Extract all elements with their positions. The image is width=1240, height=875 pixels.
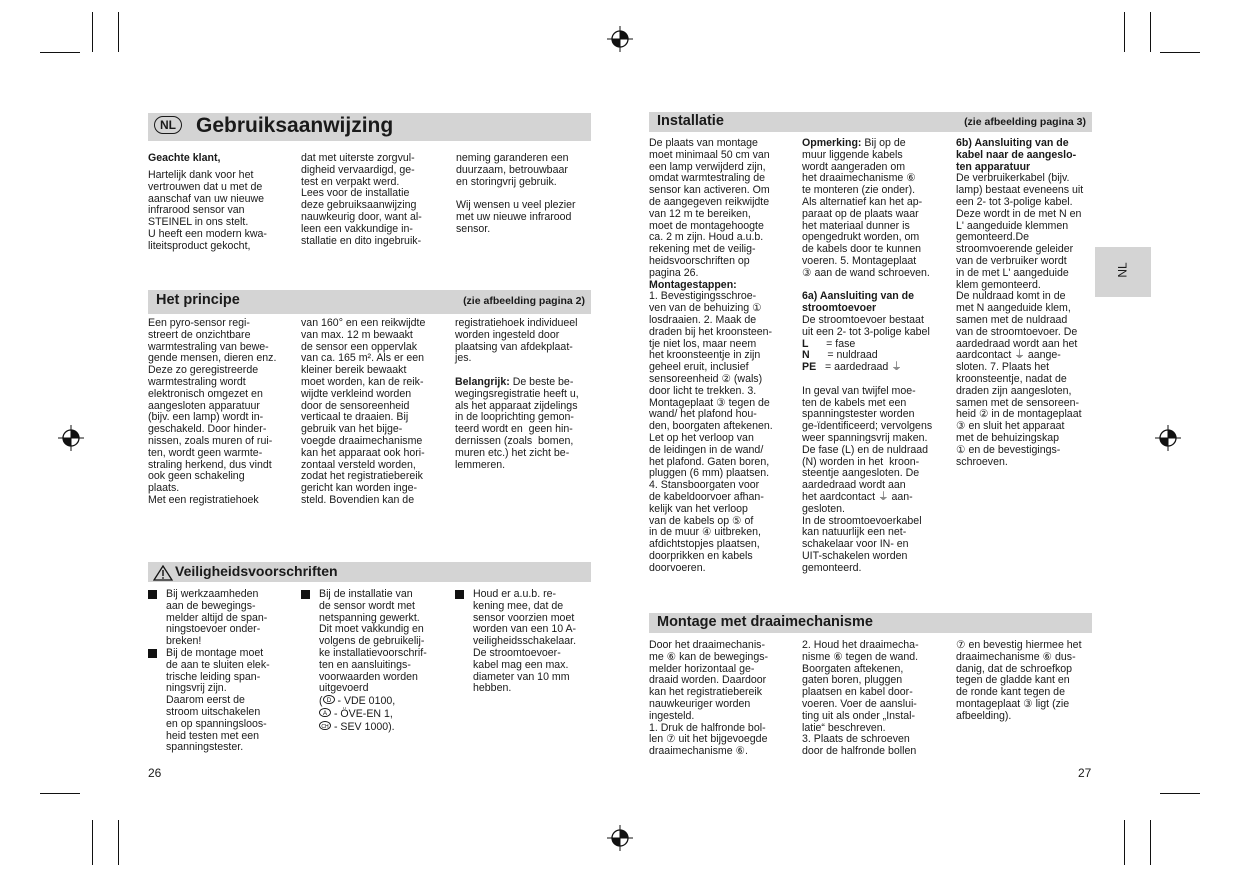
crop-mark	[1124, 820, 1125, 865]
crop-mark	[1124, 12, 1125, 52]
page-number-right: 27	[1078, 766, 1092, 780]
section-title-installatie: Installatie	[657, 113, 724, 129]
crop-mark	[1160, 793, 1200, 794]
crop-mark	[1150, 12, 1151, 52]
greeting: Geachte klant,	[148, 152, 221, 164]
intro-col-3: neming garanderen een duurzaam, betrouwbaar en storingvrij gebruik. Wij wensen u veel plezier met uw nieuwe infrarood sensor.	[456, 152, 576, 235]
main-header-bar	[148, 113, 591, 141]
figure-ref-installatie: (zie afbeelding pagina 3)	[964, 116, 1086, 128]
installatie-col-2: Opmerking: Bij op de muur liggende kabels wordt aangeraden om het draaimechanisme ⑥ te monteren (zie onder). Als alternatief kan het ap- paraat op de plaats waar het materiaal dunner is opengedrukt worden, om de kabels door te kunnen voeren. 5. Montageplaat ③ aan de wand schroeven. 6a) Aansluiting van de stroomtoevoer De stroomtoevoer bestaat uit een 2- tot 3-polige kabel L = fase N = nuldraad PE = aardedraad ⏚ In geval van twijfel moe- ten de kabels met een spanningstester worden ge-ïdentificeerd; vervolgens weer spanningsvrij maken. De fase (L) en de nuldraad (N) worden in het kroon- steentje aangesloten. De aardedraad wordt aan het aardcontact ⏚ aan- gesloten. In de stroomtoevoerkabel kan natuurlijk een net- schakelaar voor IN- en UIT-schakelen worden gemonteerd.	[802, 137, 933, 574]
principe-col-2: van 160° en een reikwijdte van max. 12 m bewaakt de sensor een oppervlak van ca. 165 m². Als er een kleiner bereik bewaakt moet worden, kan de reik- wijdte verkleind worden door de sensoreenheid verticaal te draaien. Bij gebruik van het bijge- voegde draaimechanisme kan het apparaat ook hori- zontaal versteld worden, zodat het registratiebereik gericht kan worden inge- steld. Bovendien kan de	[301, 317, 426, 506]
installatie-col-3: 6b) Aansluiting van de kabel naar de aangeslo- ten apparatuur De verbruikerkabel (bijv. lamp) bestaat eveneens uit een 2- tot 3-polige kabel. Deze wordt in de met N en L' aangeduide klemmen gemonteerd.De stroomvoerende geleider van de verbruiker wordt in de met L' aangeduide klem gemonteerd. De nuldraad komt in de met N aangeduide klem, samen met de nuldraad van de stroomtoevoer. De aardedraad wordt aan het aardcontact ⏚ aange- sloten. 7. Plaats het kroonsteentje, nadat de draden zijn aangesloten, samen met de sensoreen- heid ② in de montageplaat ③ en sluit het apparaat met de behuizingskap ① en de bevestigings- schroeven.	[956, 137, 1084, 468]
page-title: Gebruiksaanwijzing	[196, 114, 394, 137]
installatie-col-1: De plaats van montage moet minimaal 50 cm van een lamp verwijderd zijn, omdat warmtestraling de sensor kan activeren. Om de aangegeven reikwijdte van 12 m te bereiken, moet de montagehoogte ca. 2 m zijn. Houd a.u.b. rekening met de veilig- heidsvoorschriften op pagina 26. Montagestappen: 1. Bevestigingsschroe- ven van de behuizing ① losdraaien. 2. Maak de draden bij het kroonsteen- tje niet los, maar neem het kroonsteentje in zijn geheel eruit, inclusief sensoreenheid ② (wals) door licht te trekken. 3. Montageplaat ③ tegen de wand/ het plafond hou- den, boorgaten aftekenen. Let op het verloop van de leidingen in de wand/ het plafond. Gaten boren, pluggen (6 mm) plaatsen. 4. Stansboorgaten voor de kabeldoorvoer afhan- kelijk van het verloop van de kabels op ⑤ of in de muur ④ uitbreken, afdichtstopjes plaatsen, doorprikken en kabels doorvoeren.	[649, 137, 773, 574]
bullet-square-icon	[148, 590, 157, 599]
page-number-left: 26	[148, 766, 162, 780]
crop-mark	[92, 820, 93, 865]
country-mark-a-icon	[319, 708, 331, 717]
bullet-square-icon	[148, 649, 157, 658]
crop-mark	[92, 12, 93, 52]
safety-item: Houd er a.u.b. re- kening mee, dat de sensor voorzien moet worden van een 10 A- veiligheidsschakelaar. De stroomtoevoer- kabel mag een max. diameter van 10 mm hebben.	[455, 589, 576, 695]
safety-col-1	[148, 589, 270, 754]
bullet-square-icon	[301, 590, 310, 599]
montage-col-3: ⑦ en bevestig hiermee het draaimechanisme ⑥ dus- danig, dat de schroefkop tegen de gladde kant en de ronde kant tegen de montageplaat ③ ligt (zie afbeelding).	[956, 639, 1082, 722]
crop-mark	[40, 793, 80, 794]
svg-text:D: D	[326, 698, 331, 705]
language-badge: NL	[154, 116, 190, 137]
intro-col-1: Hartelijk dank voor het vertrouwen dat u met de aanschaf van uw nieuwe infrarood sensor van STEINEL in ons stelt. U heeft een modern kwa- liteitsproduct gekocht,	[148, 169, 267, 252]
safety-item: Bij de installatie van de sensor wordt met netspanning gewerkt. Dit moet vakkundig en volgens de gebruikelij- ke installatievoorschrif- ten en aansluitings- voorwaarden worden uitgevoerd ( D - VDE 0100, A - ÖVE-EN 1, CH - SEV 1000).	[301, 589, 427, 734]
figure-ref-principe: (zie afbeelding pagina 2)	[463, 295, 585, 307]
registration-mark-icon	[607, 26, 633, 52]
montage-col-2: 2. Houd het draaimecha- nisme ⑥ tegen de wand. Boorgaten aftekenen, gaten boren, pluggen plaatsen en kabel door- voeren. Voer de aanslui- ting uit als onder „Instal- latie“ beschreven. 3. Plaats de schroeven door de halfronde bollen	[802, 639, 919, 758]
crop-mark	[1150, 820, 1151, 865]
country-mark-ch-icon	[319, 721, 331, 730]
section-title-veiligheid: Veiligheidsvoorschriften	[175, 563, 338, 579]
section-bar-principe	[148, 290, 591, 314]
registration-mark-icon	[607, 825, 633, 851]
country-mark-d-icon	[323, 695, 335, 704]
safety-item: Bij de montage moet de aan te sluiten elek- trische leiding span- ningsvrij zijn. Daarom eerst de stroom uitschakelen en op spanningsloos- heid testen met een spanningstester.	[148, 648, 270, 754]
warning-triangle-icon	[153, 565, 173, 581]
crop-mark	[118, 12, 119, 52]
section-title-principe: Het principe	[156, 292, 240, 308]
svg-text:CH: CH	[321, 723, 329, 730]
crop-mark	[40, 52, 80, 53]
safety-col-3	[455, 589, 576, 695]
registration-mark-icon	[58, 425, 84, 451]
section-title-montage: Montage met draaimechanisme	[657, 614, 873, 630]
principe-col-1: Een pyro-sensor regi- streert de onzichtbare warmtestraling van bewe- gende mensen, dieren enz. Deze zo geregistreerde warmtestraling wordt elektronisch omgezet en aangesloten apparatuur (bijv. een lamp) wordt in- geschakeld. Door hinder- nissen, zoals muren of rui- ten, wordt geen warmte- straling herkend, dus vindt ook geen schakeling plaats. Met een registratiehoek	[148, 317, 277, 506]
principe-col-3: registratiehoek individueel worden ingesteld door plaatsing van afdekplaat- jes. Belangrijk: De beste be- wegingsregistratie heeft u, als het apparaat zijdelings in de looprichting gemon- teerd wordt en geen hin- dernissen (zoals bomen, muren etc.) het zicht be- lemmeren.	[455, 317, 579, 471]
section-bar-veiligheid	[148, 562, 591, 582]
safety-col-2	[301, 589, 427, 734]
svg-text:A: A	[322, 710, 328, 717]
section-bar-installatie	[649, 112, 1092, 132]
crop-mark	[1160, 52, 1200, 53]
intro-col-2: dat met uiterste zorgvul- digheid vervaardigd, ge- test en verpakt werd. Lees voor de installatie deze gebruiksaanwijzing nauwkeurig door, want al- leen een vakkundige in- stallatie en dito ingebruik-	[301, 152, 422, 247]
registration-mark-icon	[1155, 425, 1181, 451]
section-bar-montage	[649, 613, 1092, 633]
safety-item: Bij werkzaamheden aan de bewegings- melder altijd de span- ningstoevoer onder- breken!	[148, 589, 270, 648]
montage-col-1: Door het draaimechanis- me ⑥ kan de bewegings- melder horizontaal ge- draaid worden. Daardoor kan het registratiebereik nauwkeuriger worden ingesteld. 1. Druk de halfronde bol- len ⑦ uit het bijgevoegde draaimechanisme ⑥.	[649, 639, 769, 758]
crop-mark	[118, 820, 119, 865]
bullet-square-icon	[455, 590, 464, 599]
side-language-tab: NL	[1095, 247, 1151, 297]
